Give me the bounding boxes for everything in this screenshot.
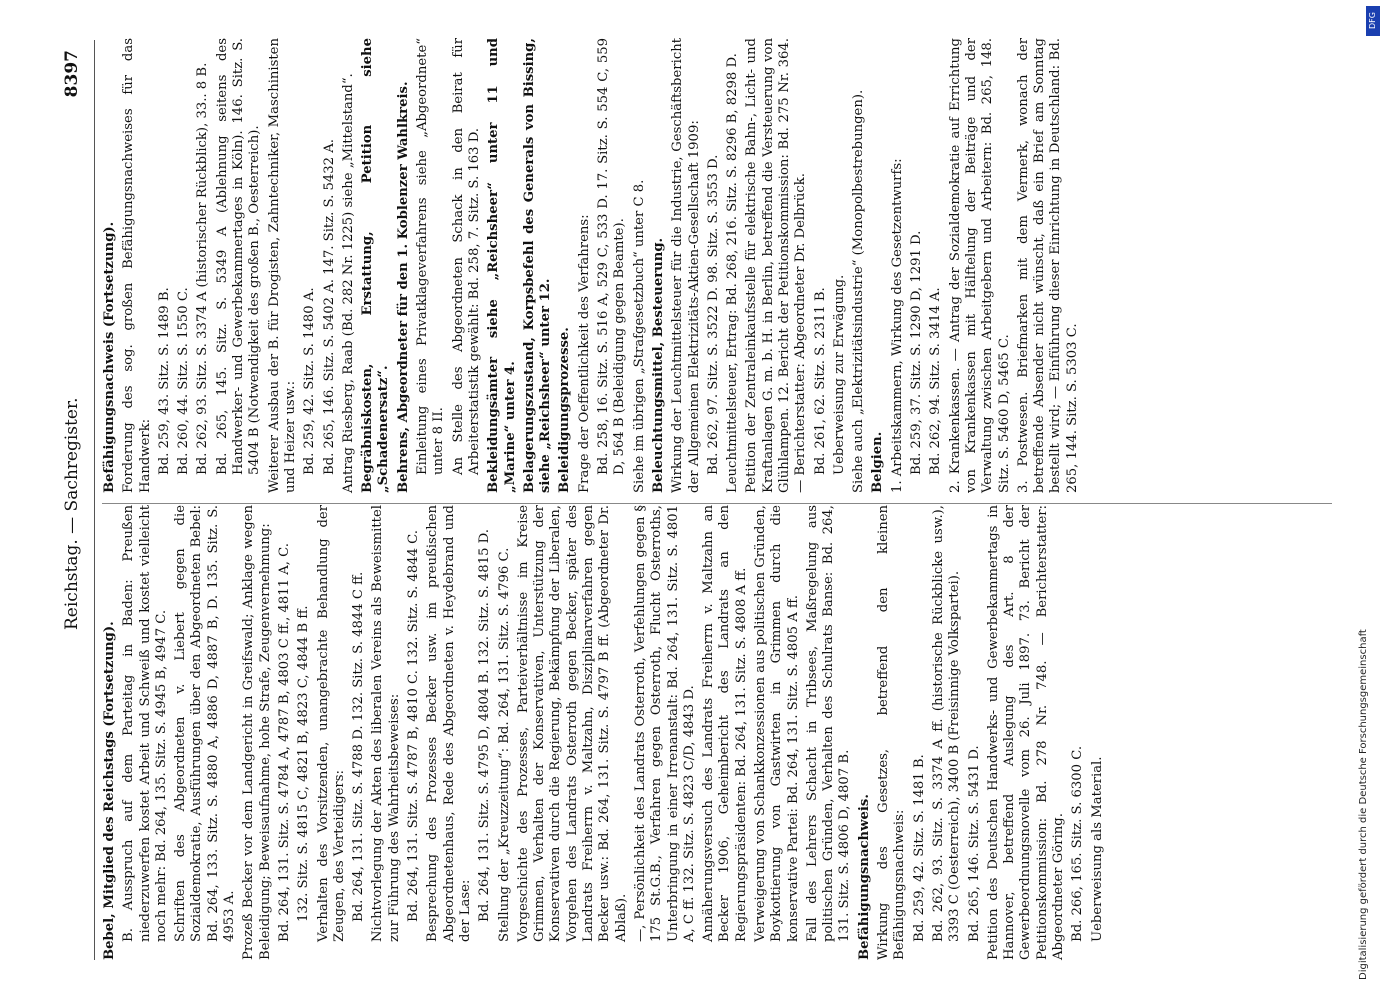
index-entry: Forderung des sog. großen Befähigungsnachweises für das Handwerk: [121, 38, 153, 493]
index-entry: Bd. 265, 146. Sitz. S. 5402 A. 147. Sitz. S. 5432 A. [321, 139, 337, 475]
index-entry: Bd. 259, 42. Sitz. S. 1480 A. [302, 287, 318, 475]
index-entry: 3. Postwesen. Briefmarken mit dem Vermerk, wonach der betreffende Absender nicht wünscht, daß ein Brief am Sonntag bestellt wird; — Einführung dieser Einrichtung in Deutschland: Bd. 265, 144. Sitz. S. 5303 C. [1015, 38, 1080, 493]
index-entry: Siehe auch „Elektrizitätsindustrie“ (Monopolbestrebungen). [851, 89, 867, 493]
header-rule [94, 40, 95, 960]
index-entry: Siehe im übrigen „Strafgesetzbuch“ unter C 8. [631, 179, 647, 493]
index-entry: B. Ausspruch auf dem Parteitag in Baden: Preußen niederzuwerfen kostet Arbeit und Schweiß und kostet vielleicht noch mehr: Bd. 264, 135. Sitz. S. 4945 B, 4947 C. [121, 505, 169, 942]
page-number: 8397 [62, 50, 82, 98]
index-entry: 132. Sitz. S. 4815 C, 4821 B, 4823 C, 4844 B ff. [296, 605, 312, 922]
index-entry: Bd. 259, 42. Sitz. S. 1481 B. [911, 754, 927, 942]
index-entry: Frage der Oeffentlichkeit des Verfahrens: [576, 214, 592, 493]
index-entry: Bd. 265, 146. Sitz. S. 5431 D. [966, 745, 982, 942]
index-entry: Befähigungsnachweis. [856, 794, 872, 960]
index-entry: Bd. 264, 131. Sitz. S. 4787 B, 4810 C. 132. Sitz. S. 4844 C. [406, 530, 422, 922]
index-entry: Begräbniskosten, Erstattung, Petition siehe „Schadenersatz“. [360, 38, 392, 493]
index-entry: Bd. 264, 131. Sitz. S. 4795 D, 4804 B. 132. Sitz. S. 4815 D. [477, 529, 493, 922]
index-entry: An Stelle des Abgeordneten Schack in den Beirat für Arbeiterstatistik gewählt: Bd. 258, 7. Sitz. S. 163 D. [450, 38, 482, 475]
digitization-credit: Digitalisierung gefördert durch die Deutsche Forschungsgemeinschaft [1358, 629, 1369, 980]
index-entry: Bd. 262, 94. Sitz. S. 3414 A. [928, 287, 944, 475]
side-credit [1358, 20, 1380, 980]
header-title: Reichstag. — Sachregister. [62, 397, 82, 630]
index-entry: Nichtvorlegung der Akten des liberalen Vereins als Beweismittel zur Führung des Wahrheitsbeweises: [370, 505, 402, 942]
index-entry: Prozeß Becker vor dem Landgericht in Greifswald; Anklage wegen Beleidigung; Beweisaufnahme, hohe Strafe, Zeugenvernehmung: [241, 505, 273, 960]
index-entry: Vorgeschichte des Prozesses, Parteiverhältnisse im Kreise Grimmen, Verhalten der Konservativen, Unterstützung der Konservativen durch die Regierung, Bekämpfung der Liberalen, Vorgehen des Landrats Osterroth gegen Becker, später des Landrats Freiherrn v. Maltzahn, Disziplinarverfahren gegen Becker usw.: Bd. 264, 131. Sitz. S. 4797 B ff. (Abgeordneter Dr. Ablaß). [515, 505, 629, 942]
index-entry: Weiterer Ausbau der B. für Drogisten, Zahntechniker, Maschinisten und Heizer usw.: [266, 38, 298, 493]
dfg-logo: DFG [1366, 6, 1380, 36]
index-entry: Bd. 261, 62. Sitz. S. 2311 B. [812, 287, 828, 475]
index-entry: Annäherungsversuch des Landrats Freiherrn v. Maltzahn an Becker 1906, Geheimbericht des Landrats an den Regierungspräsidenten: Bd. 264, 131. Sitz. S. 4808 A ff. [701, 505, 749, 942]
index-entry: Bd. 259, 43. Sitz. S. 1489 B. [156, 287, 172, 475]
index-entry: Ueberweisung zur Erwägung. [831, 274, 847, 475]
index-entry: Antrag Riesberg, Raab (Bd. 282 Nr. 1225) siehe „Mittelstand“. [340, 73, 356, 493]
index-entry: Einleitung eines Privatklageverfahrens siehe „Abgeordnete“ unter 8 II. [415, 38, 447, 475]
index-entry: Besprechung des Prozesses Becker usw. im preußischen Abgeordnetenhaus, Rede des Abgeordneten v. Heydebrand und der Lase: [425, 505, 473, 942]
index-entry: Verhalten des Vorsitzenden, unangebrachte Behandlung der Zeugen, des Verteidigers: [315, 505, 347, 942]
index-entry: Bd. 260, 44. Sitz. S. 1550 C. [176, 287, 192, 475]
left-column [102, 505, 1109, 960]
index-entry: Befähigungsnachweis (Fortsetzung). [102, 221, 117, 493]
index-entry: Ueberweisung als Material. [1089, 756, 1105, 942]
index-entry: Schriften des Abgeordneten v. Liebert gegen die Sozialdemokratie, Ausführungen über den Abgeordneten Bebel: Bd. 264, 133. Sitz. S. 4880 A, 4886 D, 4887 B, D. 135. Sitz. S. 4953 A. [173, 505, 238, 942]
index-entry: Bekleidungsämter siehe „Reichsheer“ unter 11 und „Marine“ unter 4. [486, 38, 518, 493]
index-entry: Bd. 262, 93. Sitz. S. 3374 A (historischer Rückblick), 33.. 8 B. [195, 62, 211, 475]
index-entry: Bd. 259, 37. Sitz. S. 1290 D, 1291 D. [909, 230, 925, 475]
index-entry: —, Persönlichkeit des Landrats Osterroth, Verfehlungen gegen § 175 St.G.B., Verfahren gegen Osterroth, Flucht Osterroths, Unterbringung in einer Irrenanstalt: Bd. 264, 131. Sitz. S. 4801 A, C ff. 132. Sitz. S. 4823 C/D, 4843 D. [632, 505, 697, 942]
index-entry: Bd. 262, 97. Sitz. S. 3522 D. 98. Sitz. S. 3553 D. [705, 154, 721, 475]
index-entry: Bd. 266, 165. Sitz. S. 6300 C. [1070, 745, 1086, 942]
page-frame [54, 20, 1344, 980]
index-entry: 2. Krankenkassen. — Antrag der Sozialdemokratie auf Errichtung von Krankenkassen mit Hälftelung der Beiträge und der Verwaltung zwischen Arbeitgebern und Arbeitern: Bd. 265, 148. Sitz. S. 5460 D, 5465 C. [947, 38, 1012, 493]
index-entry: Bd. 265, 145. Sitz. S. 5349 A (Ablehnung seitens des Handwerker- und Gewerbekammertages in Köln). 146. Sitz. S. 5404 B (Notwendigkeit des großen B., Oesterreich). [214, 38, 263, 475]
index-entry: Wirkung der Leuchtmittelsteuer für die Industrie, Geschäftsbericht der Allgemeinen Elektrizitäts-Aktien-Gesellschaft 1909: [670, 38, 702, 493]
index-entry: 1. Arbeitskammern, Wirkung des Gesetzentwurfs: [889, 158, 905, 493]
index-entry: Wirkung des Gesetzes, betreffend den kleinen Befähigungsnachweis: [876, 505, 908, 960]
index-entry: Bebel, Mitglied des Reichstags (Fortsetzung). [102, 621, 117, 960]
index-entry: Stellung der „Kreuzzeitung“: Bd. 264, 131. Sitz. S. 4796 C. [496, 547, 512, 942]
index-entry: Fall des Lehrers Schacht in Tribsees, Maßregelung aus politischen Gründen, Verhalten des Schulrats Banse: Bd. 264, 131. Sitz. S. 4806 D, 4807 B. [804, 505, 853, 942]
running-header [62, 40, 92, 960]
column-divider [102, 503, 1332, 504]
index-entry: Bd. 258, 16. Sitz. S. 516 A, 529 C, 533 D. 17. Sitz. S. 554 C, 559 D, 564 B (Beleidigung gegen Beamte). [596, 38, 628, 475]
rotated-page-content [54, 20, 1344, 980]
index-entry: Bd. 264, 131. Sitz. S. 4788 D. 132. Sitz. S. 4844 C ff. [351, 571, 367, 922]
index-entry: Bd. 262, 93. Sitz. S. 3374 A ff. (historische Rückblicke usw.), 3393 C (Oesterreich), 3400 B (Freisinnige Volkspartei). [930, 505, 963, 942]
index-entry: Beleidigungsprozesse. [557, 327, 573, 493]
index-entry: Verweigerung von Schankkonzessionen aus politischen Gründen, Boykottierung von Gastwirten in Grimmen durch die konservative Partei: Bd. 264, 131. Sitz. S. 4805 A ff. [752, 505, 801, 942]
index-entry: Belgien. [870, 431, 886, 493]
index-entry: Beleuchtungsmittel, Besteuerung. [650, 237, 666, 493]
index-entry: Petition des Deutschen Handwerks- und Gewerbekammertags in Hannover, betreffend Auslegung des Art. 8 der Gewerbeordnungsnovelle vom 26. Juli 1897. 73. Bericht der Petitionskommission: Bd. 278 Nr. 748. — Berichterstatter: Abgeordneter Göring. [985, 505, 1067, 960]
right-column [102, 38, 1084, 493]
index-entry: Bd. 264, 131. Sitz. S. 4784 A, 4787 B, 4803 C ff., 4811 A, C. [276, 543, 292, 942]
index-entry: Belagerungszustand, Korpsbefehl des Generals von Bissing, siehe „Reichsheer“ unter 12. [521, 38, 554, 493]
index-entry: Leuchtmittelsteuer, Ertrag: Bd. 268, 216. Sitz. S. 8296 B, 8298 D. [725, 53, 741, 493]
index-entry: Petition der Zentraleinkaufsstelle für elektrische Bahn-, Licht- und Kraftanlagen G. m. b. H. in Berlin, betreffend die Versteuerung von Glühlampen. 12. Bericht der Petitionskommission: Bd. 275 Nr. 364. — Berichterstatter: Abgeordneter Dr. Delbrück. [744, 38, 809, 493]
index-entry: Behrens, Abgeordneter für den 1. Koblenzer Wahlkreis. [395, 81, 411, 493]
